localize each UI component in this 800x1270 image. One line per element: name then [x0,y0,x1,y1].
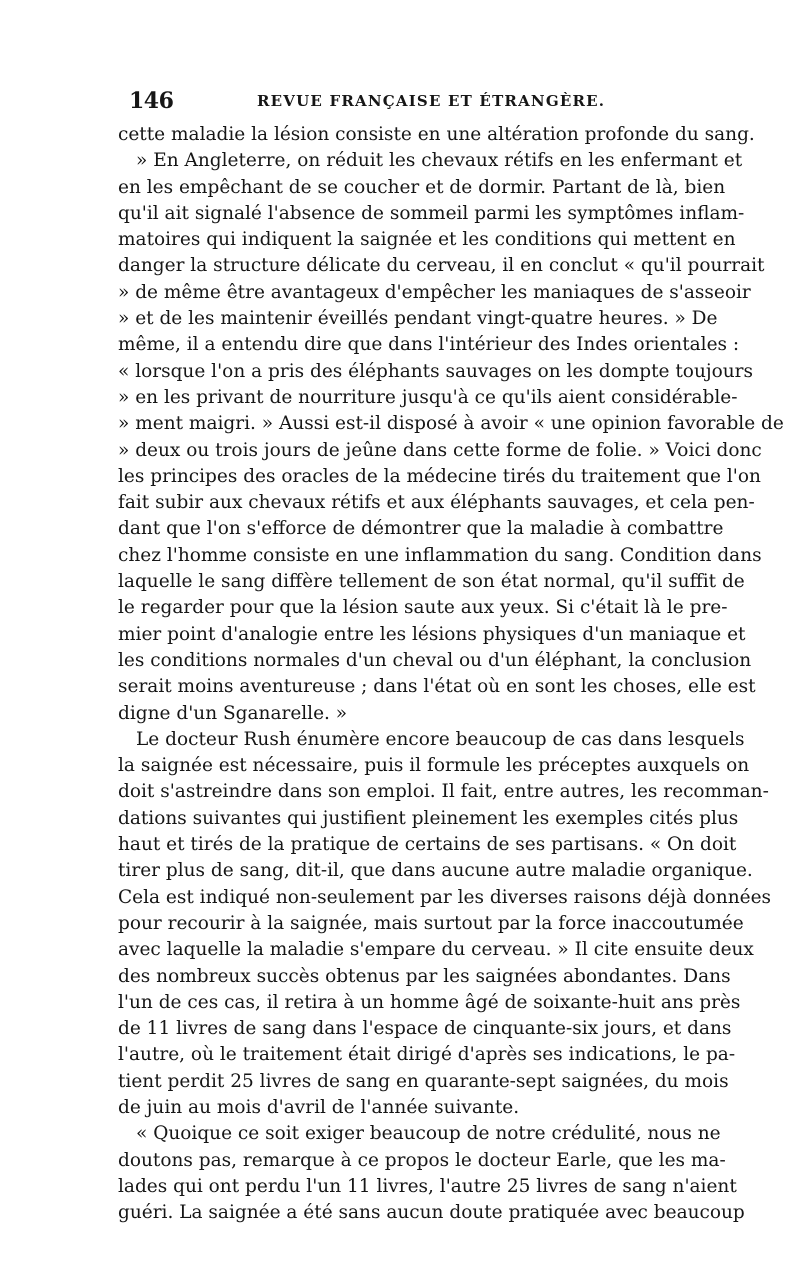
text-line: pour recourir à la saignée, mais surtout par la force inaccoutumée [118,912,744,934]
text-line: dations suivantes qui justifient pleinement les exemples cités plus [118,807,739,829]
text-line: doit s'astreindre dans son emploi. Il fait, entre autres, les recomman- [118,781,769,803]
text-line: tirer plus de sang, dit-il, que dans aucune autre maladie organique. [118,860,753,882]
text-line: de 11 livres de sang dans l'espace de cinquante-six jours, et dans [118,1018,732,1040]
text-line: les conditions normales d'un cheval ou d'un éléphant, la conclusion [118,649,752,671]
text-line: l'autre, où le traitement était dirigé d'après ses indications, le pa- [118,1044,736,1066]
text-line: Cela est indiqué non-seulement par les diverses raisons déjà données [118,886,772,908]
text-line: les principes des oracles de la médecine tirés du traitement que l'on [118,465,761,487]
text-line: » ment maigri. » Aussi est-il disposé à avoir « une opinion favorable de [118,413,784,435]
text-line: des nombreux succès obtenus par les saignées abondantes. Dans [118,965,731,987]
text-line: » deux ou trois jours de jeûne dans cette forme de folie. » Voici donc [118,439,762,461]
text-line: mier point d'analogie entre les lésions physiques d'un maniaque et [118,623,746,645]
page-number: 146 [129,88,174,114]
text-line: « Quoique ce soit exiger beaucoup de notre crédulité, nous ne [136,1123,721,1145]
text-line: haut et tirés de la pratique de certains de ses partisans. « On doit [118,834,737,856]
text-line: la saignée est nécessaire, puis il formule les préceptes auxquels on [118,755,750,777]
text-line: avec laquelle la maladie s'empare du cerveau. » Il cite ensuite deux [118,939,754,961]
body-text [118,122,784,1226]
text-line: de juin au mois d'avril de l'année suivante. [118,1096,520,1118]
page-header [129,88,689,118]
text-line: doutons pas, remarque à ce propos le docteur Earle, que les ma- [118,1149,726,1171]
text-line: l'un de ces cas, il retira à un homme âgé de soixante-huit ans près [118,991,741,1013]
text-line: laquelle le sang diffère tellement de son état normal, qu'il suffit de [118,571,745,593]
text-line: » et de les maintenir éveillés pendant vingt-quatre heures. » De [118,308,718,330]
text-line: en les empêchant de se coucher et de dormir. Partant de là, bien [118,176,726,198]
text-line: Le docteur Rush énumère encore beaucoup de cas dans lesquels [136,728,745,750]
text-line: chez l'homme consiste en une inflammation du sang. Condition dans [118,544,762,566]
text-line: » en les privant de nourriture jusqu'à ce qu'ils aient considérable- [118,386,738,408]
text-line: même, il a entendu dire que dans l'intérieur des Indes orientales : [118,334,740,356]
text-line: matoires qui indiquent la saignée et les conditions qui mettent en [118,229,736,251]
text-line: guéri. La saignée a été sans aucun doute pratiquée avec beaucoup [118,1202,745,1224]
running-head: REVUE FRANÇAISE ET ÉTRANGÈRE. [257,92,606,110]
text-line: dant que l'on s'efforce de démontrer que la maladie à combattre [118,518,724,540]
text-line: tient perdit 25 livres de sang en quarante-sept saignées, du mois [118,1070,729,1092]
text-line: » En Angleterre, on réduit les chevaux rétifs en les enfermant et [136,150,743,172]
text-line: « lorsque l'on a pris des éléphants sauvages on les dompte toujours [118,360,753,382]
text-line: lades qui ont perdu l'un 11 livres, l'autre 25 livres de sang n'aient [118,1175,737,1197]
text-line: le regarder pour que la lésion saute aux yeux. Si c'était là le pre- [118,597,728,619]
text-line: cette maladie la lésion consiste en une altération profonde du sang. [118,124,755,145]
text-line: qu'il ait signalé l'absence de sommeil parmi les symptômes inflam- [118,202,745,224]
text-line: digne d'un Sganarelle. » [118,702,348,724]
text-line: danger la structure délicate du cerveau, il en conclut « qu'il pourrait [118,255,765,277]
text-line: » de même être avantageux d'empêcher les maniaques de s'asseoir [118,281,751,303]
text-line: fait subir aux chevaux rétifs et aux éléphants sauvages, et cela pen- [118,492,755,514]
text-line: serait moins aventureuse ; dans l'état où en sont les choses, elle est [118,676,756,698]
